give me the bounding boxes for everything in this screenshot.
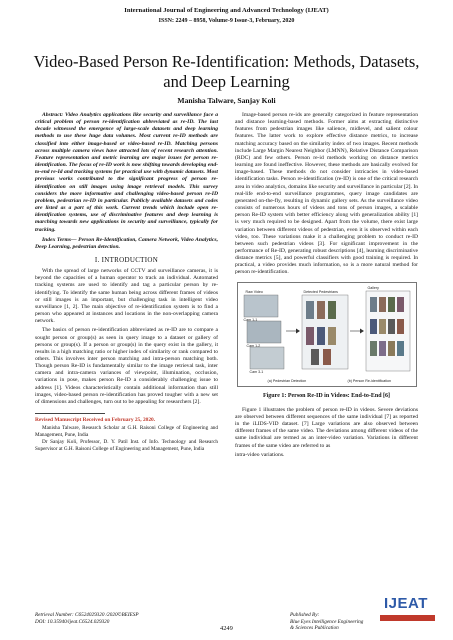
retrieval-number: Retrieval Number: C6524029320 /2020©BEIESP bbox=[35, 612, 139, 618]
gallery-crop bbox=[370, 341, 377, 356]
publisher-line-2: & Sciences Publication bbox=[290, 625, 339, 632]
footer-right bbox=[290, 612, 363, 632]
gallery-crop bbox=[397, 319, 404, 334]
raw-frame bbox=[247, 321, 281, 343]
figure-1-diagram bbox=[238, 283, 416, 386]
gallery-crop bbox=[388, 297, 395, 312]
left-column bbox=[35, 112, 218, 454]
figure-label-reid: (b) Person Re-identification bbox=[347, 378, 392, 383]
gallery-crop bbox=[379, 341, 386, 356]
paper-title: Video-Based Person Re-Identification: Methods, Datasets, and Deep Learning bbox=[33, 52, 420, 91]
pedestrian-crop bbox=[328, 327, 336, 345]
body-paragraph: intra-video variations. bbox=[235, 451, 285, 458]
figure-label-cam-1-1: Cam 1-1 bbox=[243, 317, 258, 322]
figure-label-gallery: Gallery bbox=[367, 285, 379, 290]
journal-header bbox=[0, 6, 453, 26]
figure-1 bbox=[237, 282, 417, 387]
gallery-crop bbox=[388, 319, 395, 334]
index-terms: Index Terms— Person Re-Identification, Camera Network, Video Analytics, Deep Learning, pedestrian detection. bbox=[35, 236, 218, 250]
footer-left bbox=[35, 612, 139, 625]
author-note-1: Manisha Talware, Research Scholar at G.H. Raisoni College of Engineering and Management, Pune, India bbox=[35, 425, 218, 438]
footnote-divider bbox=[35, 413, 105, 414]
journal-name: International Journal of Engineering and Advanced Technology (IJEAT) bbox=[124, 7, 329, 14]
pedestrian-crop bbox=[317, 301, 325, 319]
gallery-crop bbox=[397, 341, 404, 356]
publisher-line-1: Blue Eyes Intelligence Engineering bbox=[290, 618, 364, 625]
gallery-crop bbox=[370, 297, 377, 312]
pedestrian-crop bbox=[317, 327, 325, 345]
flow-arrow-head bbox=[296, 328, 300, 333]
doi: DOI: 10.35940/ijeat.C6524.029320 bbox=[35, 618, 110, 625]
pedestrian-crop bbox=[306, 301, 314, 319]
author-note-2: Dr Sanjay Koli, Professor, D. Y. Patil Inst. of Info. Technology and Research Supervisor at G.H. Raisoni College of Engineering and Management, Pune, India bbox=[35, 439, 218, 453]
figure-label-raw-video: Raw Video bbox=[245, 289, 263, 294]
abstract: Abstract: Video Analytics applications like security and surveillance face a critical problem of person re-identification abbreviated as re-ID. The last decade witnessed the emergence of large-scale datasets and deep learning methods to use these huge data volumes. Most current re-ID methods are classified into either image-based or video-based re-ID. Matching persons across multiple camera views have attracted lots of recent research attention. Feature representation and metric learning are major issues for person re-identification. The focus of re-ID work is now shifting towards developing end-to-end re-Id and tracking systems for practical use with dynamic datasets. Most previous works contributed to the significant progress of person re-identification on still images using image retrieval models. This survey considers the more informative and challenging video-based person re-ID problem, pedestrian re-ID in particular. Publicly available datasets and codes are listed as a part of this work. Current trends which include open re-identification systems, use of discriminative features and deep learning is marching towards new applications in security and surveillance, typically for tracking. bbox=[35, 112, 218, 233]
pedestrian-crop bbox=[311, 349, 319, 365]
raw-frame bbox=[244, 295, 278, 317]
published-by: Published By: bbox=[290, 612, 320, 618]
intro-paragraph: With the spread of large networks of CCTV and surveillance cameras, it is beyond the capacities of a human operator to track an individual. Automated tracking systems are used to identify and tag a particular person by re-identifying. To identify the same human being across different frames of videos or still images is an important, but challenging task in intelligent video surveillance [1, 2]. The main objective of re-identification system is to find a person who appeared at instances and locations in the non-overlapping camera network. bbox=[35, 268, 218, 325]
gallery-crop bbox=[379, 319, 386, 334]
figure-label-detected: Detected Pedestrians bbox=[303, 289, 338, 294]
journal-logo bbox=[372, 585, 440, 633]
raw-frame bbox=[250, 347, 284, 369]
logo-bar bbox=[380, 615, 435, 621]
section-heading-introduction: I. INTRODUCTION bbox=[94, 255, 159, 264]
page-number: 4249 bbox=[220, 625, 233, 632]
gallery-crop bbox=[370, 319, 377, 334]
right-column bbox=[235, 112, 418, 461]
journal-issn: ISSN: 2249 – 8958, Volume-9 Issue-3, February, 2020 bbox=[158, 18, 295, 24]
figure-label-cam-3-1: Cam 3-1 bbox=[249, 369, 264, 374]
figure-label-cam-1-2: Cam 1-2 bbox=[246, 343, 261, 348]
received-note: Revised Manuscript Received on February 25, 2020. bbox=[35, 417, 156, 424]
body-paragraph: Figure 1 illustrates the problem of person re-ID in videos. Severe deviations are observed between different sequences of the same individual [7] as reported in the iLIDS-VID dataset. [7] Large variations are also observed between different frames of the same video. The deviations among different videos of the same individual are termed as an inter-video variation. Variations in different frames of the same video are referred to as bbox=[235, 406, 418, 449]
gallery-crop bbox=[397, 297, 404, 312]
intro-paragraph: The basics of person re-identification abbreviated as re-ID are to compare a sought person or group(s) as seen in query image to a dataset or gallery of persons or group(s). If a person or group(s) in the query exist in the gallery, it results in a high matching ratio or higher index of similarity or rank compared to others. This involves inter person matching and intra-person matching both. Though person Re-ID is fundamentally similar to the image retrieval task, inter camera and intra-camera variances of viewpoint, illumination, occlusion, variations in pose, makes person Re-ID a considerably challenging issue to address [1]. Videos characteristically contain additional information than still images, video-based person re-identification has proved tougher with a new set of dimensions and challenges, turn out to be appealing for researchers [2]. bbox=[35, 327, 218, 405]
gallery-crop bbox=[379, 297, 386, 312]
pedestrian-crop bbox=[306, 327, 314, 345]
paper-authors: Manisha Talware, Sanjay Koli bbox=[177, 96, 276, 105]
pedestrian-crop bbox=[328, 301, 336, 319]
gallery-crop bbox=[388, 341, 395, 356]
body-paragraph: Image-based person re-ids are generally categorized in feature representation and distance learning-based methods. Former aims at extracting distinctive features from pedestrian images like salience, midlevel, and salient colour features. The latter work to explore effective distance metrics, to increase matching accuracy based on the similarity index of two images. Recent methods include Large Margin Nearest Neighbor (LMNN), Relative Distance Comparison (RDC) and few others. Person re-id methods working on distance metrics learning are found ineffective. However, these methods are basically evolved for image-based. These methods do not consider intricacies in video-based identification tasks. Person re-identification (re-ID) is one of the critical research area in video analytics, domains like security and surveillance in particular [2]. In real-life end-to-end surveillance programmes, query image candidates are generated on-the-fly, resulting in dynamic gallery sets. As the surveillance video consists of numerous hours of videos and tons of person images, a scalable person Re-ID system with better efficiency along with generalization ability [1] is very much required to be designed. Apart from the volume, there exist large variation between different videos of pedestrian, even it is observed within each video, too. These variations make it a challenging problem to conduct re-ID between such pedestrian videos [3]. For significant improvement in the performance of Re-ID, generating robust descriptions [4], learning discriminative distance metrics [5], and powerful classifiers with good training is required. In practical, a video provides much information, so is a more natural method for person re-identification. bbox=[235, 112, 418, 276]
pedestrian-crop bbox=[323, 349, 331, 365]
flow-arrow-head bbox=[360, 328, 364, 333]
logo-text: IJEAT bbox=[384, 595, 428, 612]
figure-label-detection: (a) Pedestrian Detection bbox=[267, 378, 307, 383]
figure-caption: Figure 1: Person Re-ID in Videos: End-to-End [6] bbox=[262, 392, 391, 399]
